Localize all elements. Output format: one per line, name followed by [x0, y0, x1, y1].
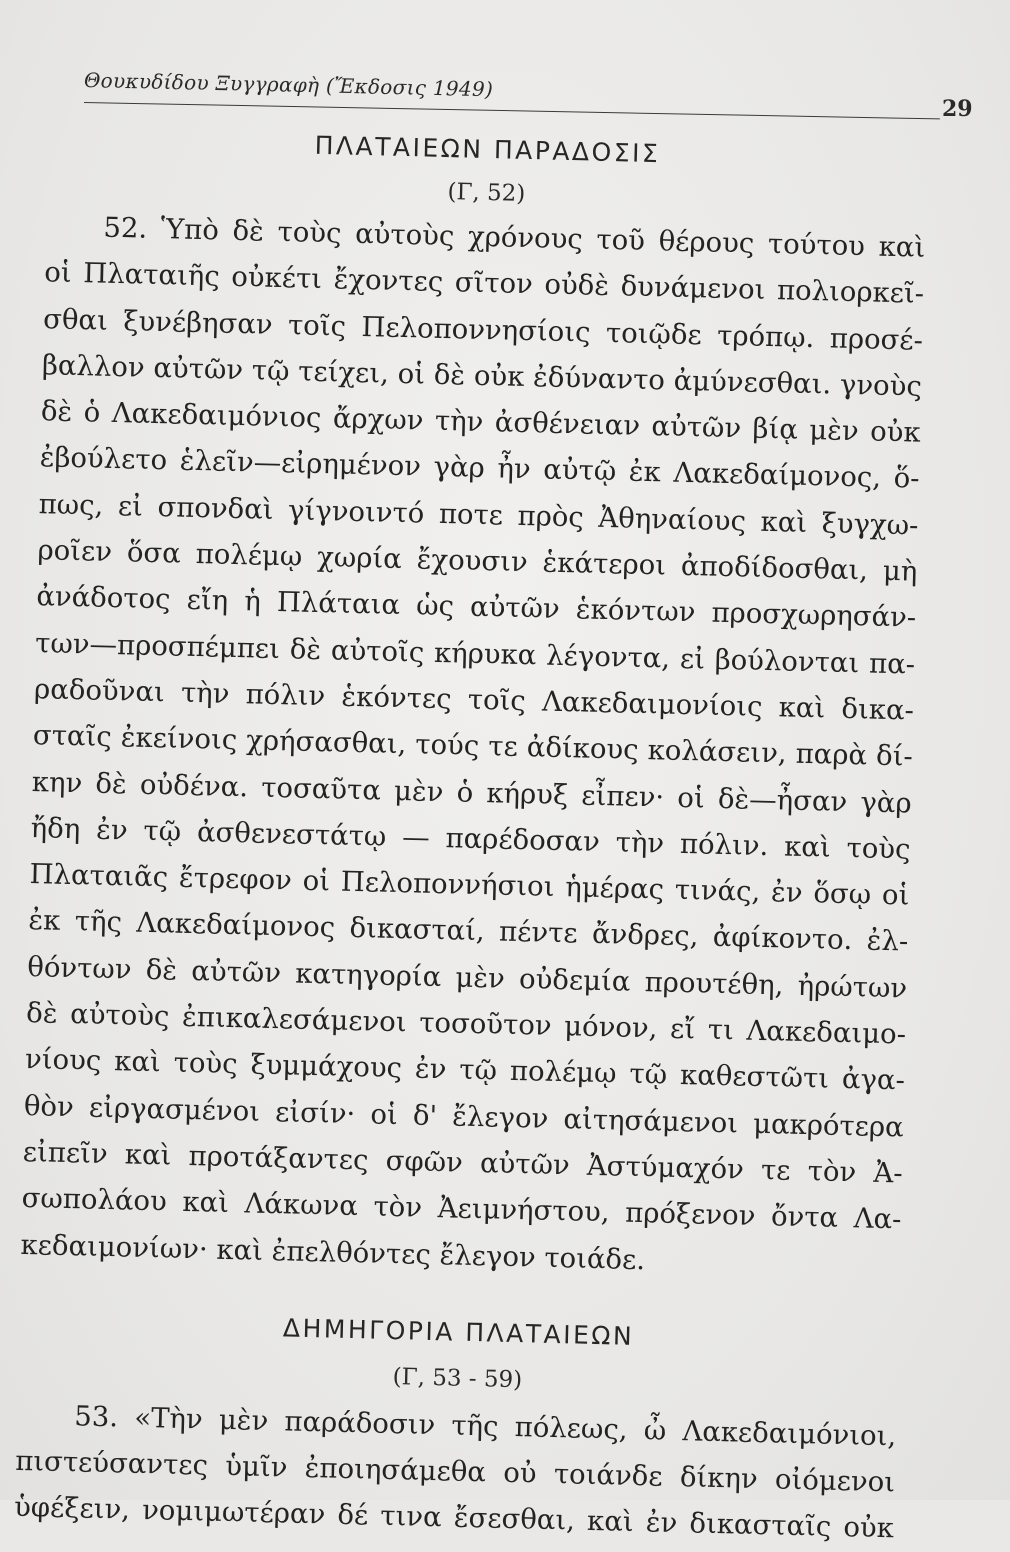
text-line: ἐβούλετο ἑλεῖν—εἰρημένον γὰρ ἦν αὐτῷ ἐκ Λακεδαίμονος, ὅ-: [39, 441, 920, 496]
section-title-paradosis: ΠΛΑΤΑΙΕΩΝ ΠΑΡΑΔΟΣΙΣ: [314, 130, 661, 169]
text-line: κεδαιμονίων· καὶ ἐπελθόντες ἔλεγον τοιάδε.: [20, 1228, 646, 1276]
text-line: Πλαταιᾶς ἔτρεφον οἱ Πελοποννήσιοι ἡμέρας τινάς, ἐν ὅσῳ οἱ: [29, 858, 910, 912]
text-line: δὲ ὁ Λακεδαιμόνιος ἄρχων τὴν ἀσθένειαν αὐτῶν βίᾳ μὲν οὐκ: [40, 395, 922, 449]
text-line: ἤδη ἐν τῷ ἀσθενεστάτῳ — παρέδοσαν τὴν πόλιν. καὶ τοὺς: [30, 811, 911, 866]
text-line: πιστεύσαντες ὑμῖν ἐποιησάμεθα οὐ τοιάνδε δίκην οἰόμενοι: [14, 1444, 896, 1499]
text-line: πως, εἰ σπονδαὶ γίγνοιντό ποτε πρὸς Ἀθηναίους καὶ ξυγχω-: [38, 487, 919, 542]
text-line: θὸν εἰργασμένοι εἰσίν· οἱ δ' ἔλεγον αἰτησάμενοι μακρότερα: [23, 1089, 905, 1144]
text-line: σταῖς ἐκείνοις χρήσασθαι, τούς τε ἀδίκους κολάσειν, παρὰ δί-: [32, 719, 914, 773]
text-line: ροῖεν ὅσα πολέμῳ χωρία ἔχουσιν ἑκάτεροι ἀποδίδοσθαι, μὴ: [37, 534, 918, 588]
text-line: θόντων δὲ αὐτῶν κατηγορία μὲν οὐδεμία προυτέθη, ἠρώτων: [26, 950, 908, 1005]
text-line: 52. Ὑπὸ δὲ τοὺς αὐτοὺς χρόνους τοῦ θέρους τούτου καὶ: [103, 211, 926, 264]
text-line: 53. «Τὴν μὲν παράδοσιν τῆς πόλεως, ὦ Λακεδαιμόνιοι,: [74, 1400, 897, 1453]
body-text: [14, 117, 928, 1552]
text-line: εἰπεῖν καὶ προτάξαντες σφῶν αὐτῶν Ἀστύμαχόν τε τὸν Ἀ-: [22, 1135, 903, 1190]
section-reference-52: (Γ, 52): [447, 179, 526, 207]
page-number: 29: [942, 96, 973, 122]
section-title-demegoria: ΔΗΜΗΓΟΡΙΑ ΠΛΑΤΑΙΕΩΝ: [282, 1313, 635, 1351]
page-header: [83, 62, 973, 122]
paragraph-53: [14, 1392, 897, 1552]
text-line: ὑφέξειν, νομιμωτέραν δέ τινα ἔσεσθαι, καὶ ἐν δικασταῖς οὐκ: [13, 1491, 895, 1545]
text-line: σωπολάου καὶ Λάκωνα τὸν Ἀειμνήστου, πρόξενον ὄντα Λα-: [21, 1182, 902, 1236]
text-line: νίους καὶ τοὺς ξυμμάχους ἐν τῷ πολέμῳ τῷ καθεστῶτι ἀγα-: [24, 1043, 906, 1097]
paragraph-52: [20, 203, 926, 1289]
text-line: ραδοῦναι τὴν πόλιν ἑκόντες τοῖς Λακεδαιμονίοις καὶ δικα-: [33, 673, 915, 727]
text-line: ἐκ τῆς Λακεδαίμονος δικασταί, πέντε ἄνδρες, ἀφίκοντο. ἐλ-: [28, 904, 909, 958]
text-line: οἱ Πλαταιῆς οὐκέτι ἔχοντες σῖτον οὐδὲ δυνάμενοι πολιορκεῖ-: [43, 256, 925, 310]
text-line: δὲ αὐτοὺς ἐπικαλεσάμενοι τοσοῦτον μόνον, εἴ τι Λακεδαιμο-: [25, 997, 907, 1051]
header-rule: [84, 102, 940, 119]
section-reference-53-59: (Γ, 53 - 59): [392, 1363, 523, 1394]
running-head: Θουκυδίδου Ξυγγραφὴ (Ἔκδοσις 1949): [83, 68, 494, 102]
text-line: κην δὲ οὐδένα. τοσαῦτα μὲν ὁ κήρυξ εἶπεν· οἱ δὲ—ἦσαν γὰρ: [31, 765, 913, 820]
text-line: ἀνάδοτος εἴη ἡ Πλάταια ὡς αὐτῶν ἑκόντων προσχωρησάν-: [36, 580, 917, 634]
text-line: βαλλον αὐτῶν τῷ τείχει, οἱ δὲ οὐκ ἐδύναντο ἀμύνεσθαι. γνοὺς: [41, 349, 923, 403]
text-line: σθαι ξυνέβησαν τοῖς Πελοποννησίοις τοιῷδε τρόπῳ. προσέ-: [42, 302, 924, 357]
text-line: των—προσπέμπει δὲ αὐτοῖς κήρυκα λέγοντα, εἰ βούλονται πα-: [34, 626, 916, 681]
